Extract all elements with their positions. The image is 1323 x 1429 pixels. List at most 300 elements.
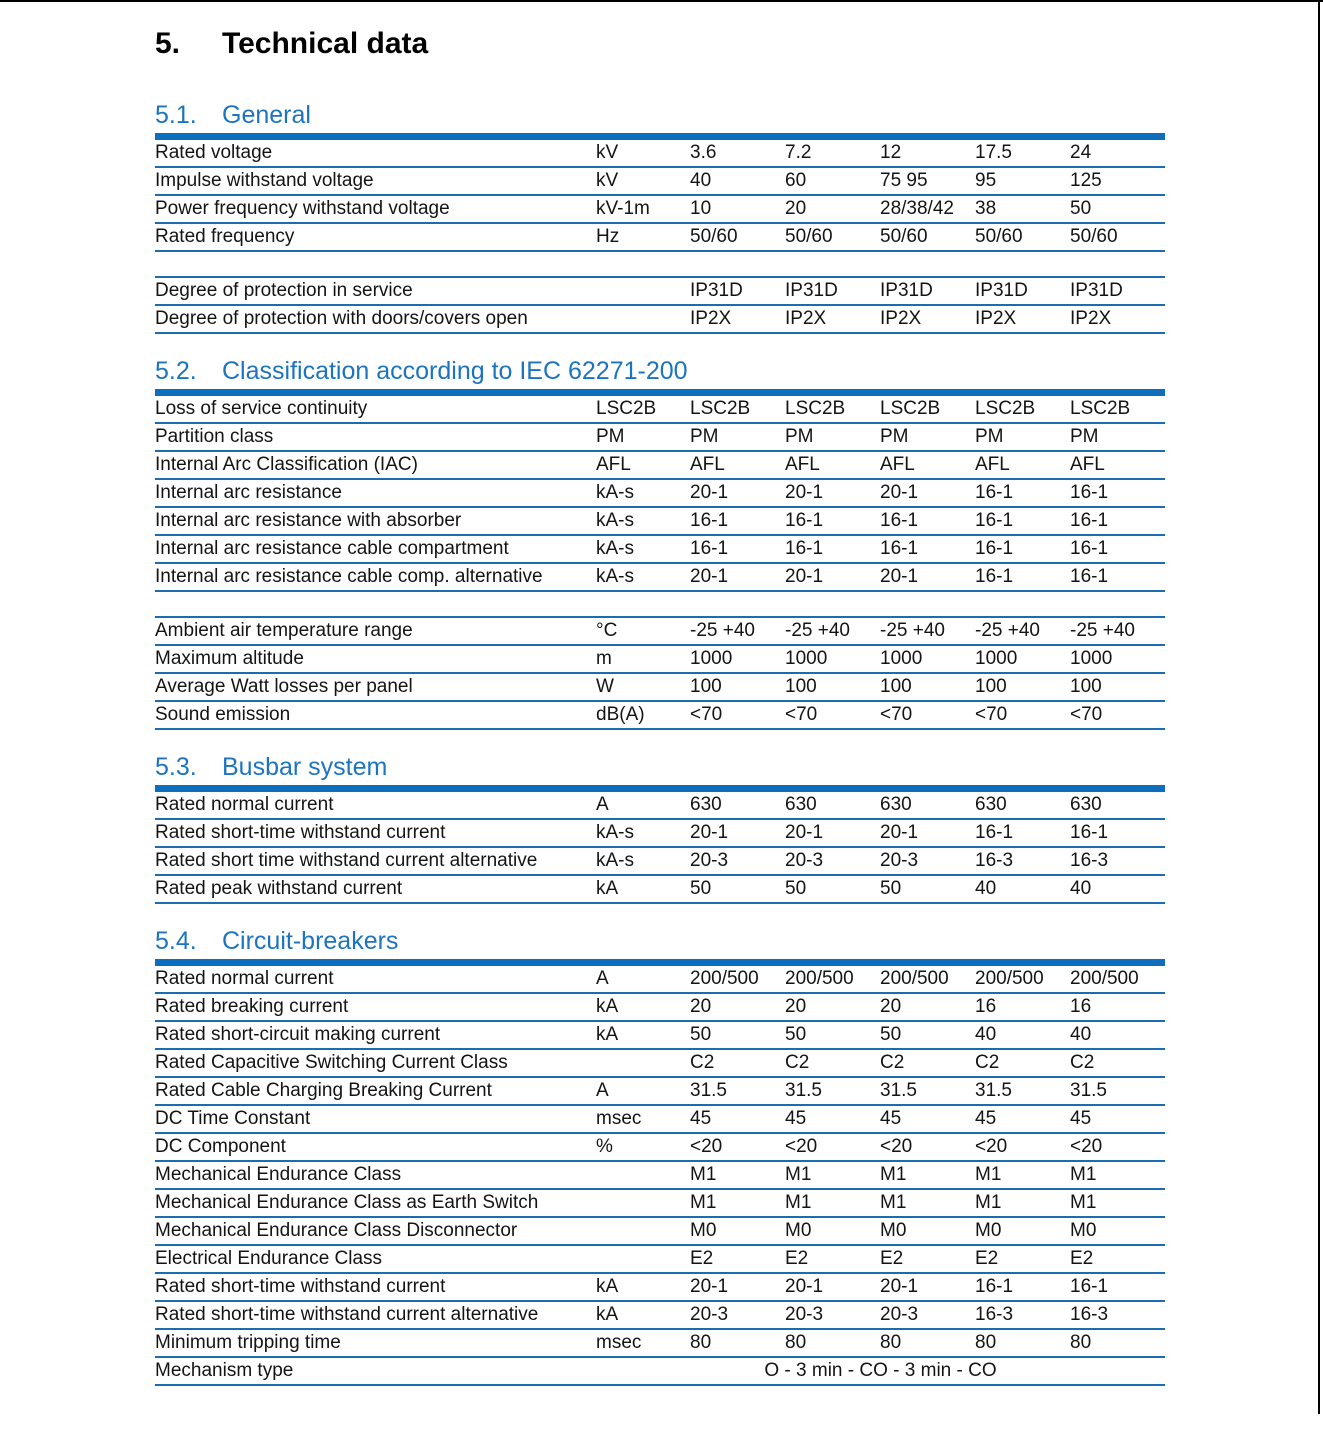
table-row [155, 167, 1165, 195]
cell-value: 630 [1070, 789, 1165, 820]
row-label: Maximum altitude [155, 645, 596, 673]
row-unit [596, 277, 690, 305]
page-title-number: 5. [155, 27, 181, 60]
cell-value: 200/500 [785, 963, 880, 994]
cell-value: 20-1 [785, 1273, 880, 1301]
cell-value: M1 [880, 1161, 975, 1189]
cell-value: 45 [975, 1105, 1070, 1133]
cell-value: 200/500 [1070, 963, 1165, 994]
cell-value: 630 [975, 789, 1070, 820]
section-heading-general [155, 100, 1165, 130]
cell-value: -25 +40 [975, 617, 1070, 645]
table-row [155, 1217, 1165, 1245]
cell-value: 20-1 [690, 1273, 785, 1301]
cell-value: AFL [1070, 451, 1165, 479]
row-unit: msec [596, 1329, 690, 1357]
cell-value: E2 [975, 1245, 1070, 1273]
cell-value: M1 [785, 1161, 880, 1189]
cell-value: 31.5 [785, 1077, 880, 1105]
section-number: 5.3. [155, 753, 197, 781]
cell-value: C2 [975, 1049, 1070, 1077]
cell-value: IP31D [785, 277, 880, 305]
table-row [155, 1021, 1165, 1049]
cell-value: 20-3 [880, 1301, 975, 1329]
cell-value: 20-3 [880, 847, 975, 875]
table-row [155, 701, 1165, 729]
row-unit: kA-s [596, 535, 690, 563]
table-row [155, 1357, 1165, 1385]
cell-value: 16-1 [975, 479, 1070, 507]
spec-table [155, 959, 1165, 1386]
cell-value: <70 [690, 701, 785, 729]
cell-value: LSC2B [880, 393, 975, 424]
cell-value: 200/500 [690, 963, 785, 994]
cell-value: AFL [785, 451, 880, 479]
cell-value: 80 [1070, 1329, 1165, 1357]
row-label: Rated short-time withstand current [155, 1273, 596, 1301]
cell-value: 17.5 [975, 137, 1070, 168]
cell-value: C2 [785, 1049, 880, 1077]
cell-value: M1 [690, 1189, 785, 1217]
cell-value: LSC2B [1070, 393, 1165, 424]
cell-value: PM [975, 423, 1070, 451]
section-classification [155, 356, 1165, 730]
row-label: Internal arc resistance with absorber [155, 507, 596, 535]
cell-value: M1 [1070, 1189, 1165, 1217]
cell-value: 16-1 [690, 535, 785, 563]
row-unit [596, 1049, 690, 1077]
row-label: Rated voltage [155, 137, 596, 168]
cell-value: 20-3 [690, 1301, 785, 1329]
row-unit: kA-s [596, 819, 690, 847]
row-unit: kA [596, 1273, 690, 1301]
cell-value: 80 [880, 1329, 975, 1357]
cell-value: 1000 [975, 645, 1070, 673]
table-row [155, 963, 1165, 994]
row-label: Mechanical Endurance Class Disconnector [155, 1217, 596, 1245]
cell-value: 16-1 [975, 819, 1070, 847]
section-general [155, 100, 1165, 334]
cell-value: 100 [975, 673, 1070, 701]
cell-value: 50/60 [690, 223, 785, 251]
cell-value: -25 +40 [1070, 617, 1165, 645]
row-unit: kA-s [596, 479, 690, 507]
table-row [155, 1301, 1165, 1329]
cell-value: 50 [785, 875, 880, 903]
table-row [155, 1105, 1165, 1133]
cell-value: 20 [690, 993, 785, 1021]
row-unit [596, 1245, 690, 1273]
cell-value: 31.5 [1070, 1077, 1165, 1105]
cell-value: AFL [975, 451, 1070, 479]
row-label: Internal arc resistance [155, 479, 596, 507]
cell-value: 16-1 [1070, 819, 1165, 847]
row-label: Rated normal current [155, 963, 596, 994]
section-heading-text: Busbar system [222, 753, 388, 781]
table-row [155, 1161, 1165, 1189]
table-row [155, 875, 1165, 903]
cell-value: 20 [880, 993, 975, 1021]
cell-value: 50 [1070, 195, 1165, 223]
cell-value: E2 [785, 1245, 880, 1273]
cell-value: LSC2B [690, 393, 785, 424]
cell-value: C2 [880, 1049, 975, 1077]
table-row [155, 423, 1165, 451]
row-label: Rated short time withstand current alternative [155, 847, 596, 875]
cell-value: PM [1070, 423, 1165, 451]
cell-value: 10 [690, 195, 785, 223]
section-heading-busbar-system [155, 752, 1165, 782]
row-unit: AFL [596, 451, 690, 479]
cell-value: 20 [785, 195, 880, 223]
cell-value: M0 [975, 1217, 1070, 1245]
cell-value: 16-1 [1070, 479, 1165, 507]
row-label: Electrical Endurance Class [155, 1245, 596, 1273]
section-tables-classification [155, 389, 1165, 730]
row-label: Degree of protection in service [155, 277, 596, 305]
cell-value: 50 [880, 875, 975, 903]
cell-value: 16-1 [1070, 535, 1165, 563]
row-unit: kV [596, 137, 690, 168]
row-unit [596, 305, 690, 333]
table-row [155, 819, 1165, 847]
cell-value: 100 [880, 673, 975, 701]
cell-value: 16-1 [690, 507, 785, 535]
row-unit: kA-s [596, 563, 690, 591]
table-row [155, 393, 1165, 424]
cell-value: <70 [975, 701, 1070, 729]
cell-value: <20 [880, 1133, 975, 1161]
page-border-top [0, 0, 1323, 2]
cell-value: IP2X [880, 305, 975, 333]
cell-value: 95 [975, 167, 1070, 195]
section-number: 5.4. [155, 927, 197, 955]
section-heading-circuit-breakers [155, 926, 1165, 956]
cell-value: 3.6 [690, 137, 785, 168]
cell-value: 50/60 [880, 223, 975, 251]
cell-value: 20-1 [785, 819, 880, 847]
table-row [155, 137, 1165, 168]
table-row [155, 1245, 1165, 1273]
table-row [155, 223, 1165, 251]
spec-table [155, 616, 1165, 730]
cell-value: 630 [880, 789, 975, 820]
cell-value: 50 [690, 875, 785, 903]
cell-value: 40 [1070, 875, 1165, 903]
cell-value: 16-3 [1070, 1301, 1165, 1329]
cell-value: <70 [1070, 701, 1165, 729]
table-row [155, 451, 1165, 479]
cell-value: 40 [975, 875, 1070, 903]
section-number: 5.1. [155, 101, 197, 129]
row-label: DC Component [155, 1133, 596, 1161]
row-unit: msec [596, 1105, 690, 1133]
cell-value: AFL [690, 451, 785, 479]
cell-value: 16-1 [975, 1273, 1070, 1301]
cell-value: 16-1 [975, 535, 1070, 563]
row-unit: dB(A) [596, 701, 690, 729]
cell-value: 1000 [690, 645, 785, 673]
page-border-right [1318, 0, 1320, 1414]
row-unit: PM [596, 423, 690, 451]
section-heading-text: General [222, 101, 311, 129]
cell-value: 16-1 [880, 535, 975, 563]
table-row [155, 673, 1165, 701]
cell-value: M1 [975, 1189, 1070, 1217]
row-label: Internal Arc Classification (IAC) [155, 451, 596, 479]
cell-value: M1 [785, 1189, 880, 1217]
cell-value: 80 [690, 1329, 785, 1357]
cell-value: -25 +40 [880, 617, 975, 645]
table-row [155, 1189, 1165, 1217]
cell-value: 12 [880, 137, 975, 168]
table-row [155, 535, 1165, 563]
cell-value: 50 [785, 1021, 880, 1049]
cell-value: 60 [785, 167, 880, 195]
cell-value: 100 [1070, 673, 1165, 701]
cell-value: 20-1 [690, 819, 785, 847]
cell-value: 80 [975, 1329, 1070, 1357]
cell-value: PM [690, 423, 785, 451]
table-row [155, 1329, 1165, 1357]
cell-value: 100 [690, 673, 785, 701]
cell-value: 16-3 [975, 847, 1070, 875]
spec-table [155, 389, 1165, 592]
cell-value: 16-1 [785, 507, 880, 535]
cell-value: 16-1 [1070, 507, 1165, 535]
section-circuit-breakers [155, 926, 1165, 1386]
cell-value: IP2X [1070, 305, 1165, 333]
cell-value: E2 [880, 1245, 975, 1273]
row-label: Rated normal current [155, 789, 596, 820]
cell-value: 28/38/42 [880, 195, 975, 223]
cell-value: E2 [690, 1245, 785, 1273]
row-unit: kA [596, 1021, 690, 1049]
cell-value: 7.2 [785, 137, 880, 168]
cell-value: 16-1 [880, 507, 975, 535]
row-unit: A [596, 963, 690, 994]
table-row [155, 563, 1165, 591]
cell-value: <20 [690, 1133, 785, 1161]
row-label: Partition class [155, 423, 596, 451]
row-unit: % [596, 1133, 690, 1161]
spec-table [155, 133, 1165, 252]
cell-value: 20-3 [785, 1301, 880, 1329]
section-tables-general [155, 133, 1165, 334]
row-unit: W [596, 673, 690, 701]
cell-value: 20-1 [690, 479, 785, 507]
row-label: Ambient air temperature range [155, 617, 596, 645]
cell-value: 200/500 [975, 963, 1070, 994]
cell-value: -25 +40 [690, 617, 785, 645]
cell-value: 20-1 [880, 563, 975, 591]
table-row [155, 305, 1165, 333]
row-label: Internal arc resistance cable comp. alternative [155, 563, 596, 591]
row-label: Loss of service continuity [155, 393, 596, 424]
row-label: Internal arc resistance cable compartment [155, 535, 596, 563]
cell-value: C2 [690, 1049, 785, 1077]
row-label: DC Time Constant [155, 1105, 596, 1133]
cell-value: 16 [975, 993, 1070, 1021]
table-row [155, 617, 1165, 645]
cell-value: 16-1 [1070, 1273, 1165, 1301]
row-label: Mechanical Endurance Class [155, 1161, 596, 1189]
cell-value: 200/500 [880, 963, 975, 994]
row-unit: kA [596, 993, 690, 1021]
row-label: Power frequency withstand voltage [155, 195, 596, 223]
table-row [155, 1077, 1165, 1105]
row-label: Rated short-time withstand current alternative [155, 1301, 596, 1329]
row-unit: m [596, 645, 690, 673]
cell-value: 1000 [1070, 645, 1165, 673]
cell-value: M0 [880, 1217, 975, 1245]
row-unit: LSC2B [596, 393, 690, 424]
cell-value: 20-3 [785, 847, 880, 875]
row-label: Degree of protection with doors/covers open [155, 305, 596, 333]
row-unit: °C [596, 617, 690, 645]
cell-value: M1 [880, 1189, 975, 1217]
cell-value: <20 [975, 1133, 1070, 1161]
cell-value: 1000 [785, 645, 880, 673]
section-tables-circuit-breakers [155, 959, 1165, 1386]
cell-value: 50 [880, 1021, 975, 1049]
row-unit: kA-s [596, 847, 690, 875]
row-label: Rated Cable Charging Breaking Current [155, 1077, 596, 1105]
cell-value: 630 [785, 789, 880, 820]
cell-value: 20-3 [690, 847, 785, 875]
cell-value: AFL [880, 451, 975, 479]
table-row [155, 993, 1165, 1021]
cell-value: E2 [1070, 1245, 1165, 1273]
cell-value: LSC2B [785, 393, 880, 424]
document-page [155, 26, 1165, 1408]
table-row [155, 789, 1165, 820]
row-unit: kV [596, 167, 690, 195]
table-row [155, 1133, 1165, 1161]
cell-value: 31.5 [880, 1077, 975, 1105]
section-heading-classification [155, 356, 1165, 386]
cell-value: -25 +40 [785, 617, 880, 645]
cell-value: 31.5 [690, 1077, 785, 1105]
row-label: Rated breaking current [155, 993, 596, 1021]
cell-value: IP2X [785, 305, 880, 333]
page-title-text: Technical data [222, 27, 429, 60]
cell-value: 630 [690, 789, 785, 820]
row-unit [596, 1161, 690, 1189]
cell-value: LSC2B [975, 393, 1070, 424]
cell-value: M0 [1070, 1217, 1165, 1245]
row-unit: A [596, 789, 690, 820]
row-label: Rated peak withstand current [155, 875, 596, 903]
row-label: Rated frequency [155, 223, 596, 251]
spec-table [155, 785, 1165, 904]
cell-value: <20 [1070, 1133, 1165, 1161]
row-unit [596, 1189, 690, 1217]
row-label: Mechanical Endurance Class as Earth Switch [155, 1189, 596, 1217]
cell-value: 24 [1070, 137, 1165, 168]
row-label: Rated short-circuit making current [155, 1021, 596, 1049]
cell-value: 100 [785, 673, 880, 701]
row-label: Average Watt losses per panel [155, 673, 596, 701]
cell-value: IP2X [690, 305, 785, 333]
cell-value: M1 [690, 1161, 785, 1189]
section-busbar-system [155, 752, 1165, 904]
cell-value: 40 [975, 1021, 1070, 1049]
cell-value: 20-1 [690, 563, 785, 591]
cell-value: <20 [785, 1133, 880, 1161]
cell-value: IP31D [690, 277, 785, 305]
row-label: Impulse withstand voltage [155, 167, 596, 195]
cell-value: <70 [880, 701, 975, 729]
cell-value: 16-1 [1070, 563, 1165, 591]
section-tables-busbar-system [155, 785, 1165, 904]
cell-value: 40 [1070, 1021, 1165, 1049]
row-label: Mechanism type [155, 1357, 596, 1385]
cell-value: 16-3 [1070, 847, 1165, 875]
cell-value: M1 [1070, 1161, 1165, 1189]
table-row [155, 507, 1165, 535]
cell-value: 20-1 [785, 563, 880, 591]
cell-value: 38 [975, 195, 1070, 223]
cell-value: IP31D [1070, 277, 1165, 305]
row-label: Minimum tripping time [155, 1329, 596, 1357]
table-row [155, 1049, 1165, 1077]
row-label: Rated Capacitive Switching Current Class [155, 1049, 596, 1077]
row-label: Sound emission [155, 701, 596, 729]
row-label: Rated short-time withstand current [155, 819, 596, 847]
section-heading-text: Circuit-breakers [222, 927, 399, 955]
row-unit: kA [596, 1301, 690, 1329]
row-unit: Hz [596, 223, 690, 251]
cell-value: 20-1 [880, 479, 975, 507]
table-row [155, 479, 1165, 507]
cell-value: 20-1 [880, 1273, 975, 1301]
cell-value: 50/60 [1070, 223, 1165, 251]
cell-value: <70 [785, 701, 880, 729]
cell-value: 45 [1070, 1105, 1165, 1133]
cell-value: 45 [880, 1105, 975, 1133]
row-unit: A [596, 1077, 690, 1105]
section-heading-text: Classification according to IEC 62271-200 [222, 357, 688, 385]
cell-value: M0 [690, 1217, 785, 1245]
cell-value: 1000 [880, 645, 975, 673]
cell-value: PM [880, 423, 975, 451]
row-unit: kA [596, 875, 690, 903]
cell-value: 50/60 [975, 223, 1070, 251]
cell-value: 31.5 [975, 1077, 1070, 1105]
cell-value: 45 [690, 1105, 785, 1133]
table-row [155, 847, 1165, 875]
cell-value: 16-1 [785, 535, 880, 563]
table-row [155, 277, 1165, 305]
cell-value: 80 [785, 1329, 880, 1357]
cell-value: 16-1 [975, 563, 1070, 591]
cell-value: 45 [785, 1105, 880, 1133]
cell-value: IP2X [975, 305, 1070, 333]
cell-value: 20 [785, 993, 880, 1021]
cell-value: M0 [785, 1217, 880, 1245]
table-row [155, 195, 1165, 223]
page-title [155, 26, 1165, 62]
cell-value: 50 [690, 1021, 785, 1049]
cell-value: 20-1 [880, 819, 975, 847]
spec-table [155, 276, 1165, 334]
row-span-value: O - 3 min - CO - 3 min - CO [596, 1357, 1165, 1385]
cell-value: IP31D [880, 277, 975, 305]
cell-value: 40 [690, 167, 785, 195]
cell-value: 16-1 [975, 507, 1070, 535]
cell-value: 16 [1070, 993, 1165, 1021]
